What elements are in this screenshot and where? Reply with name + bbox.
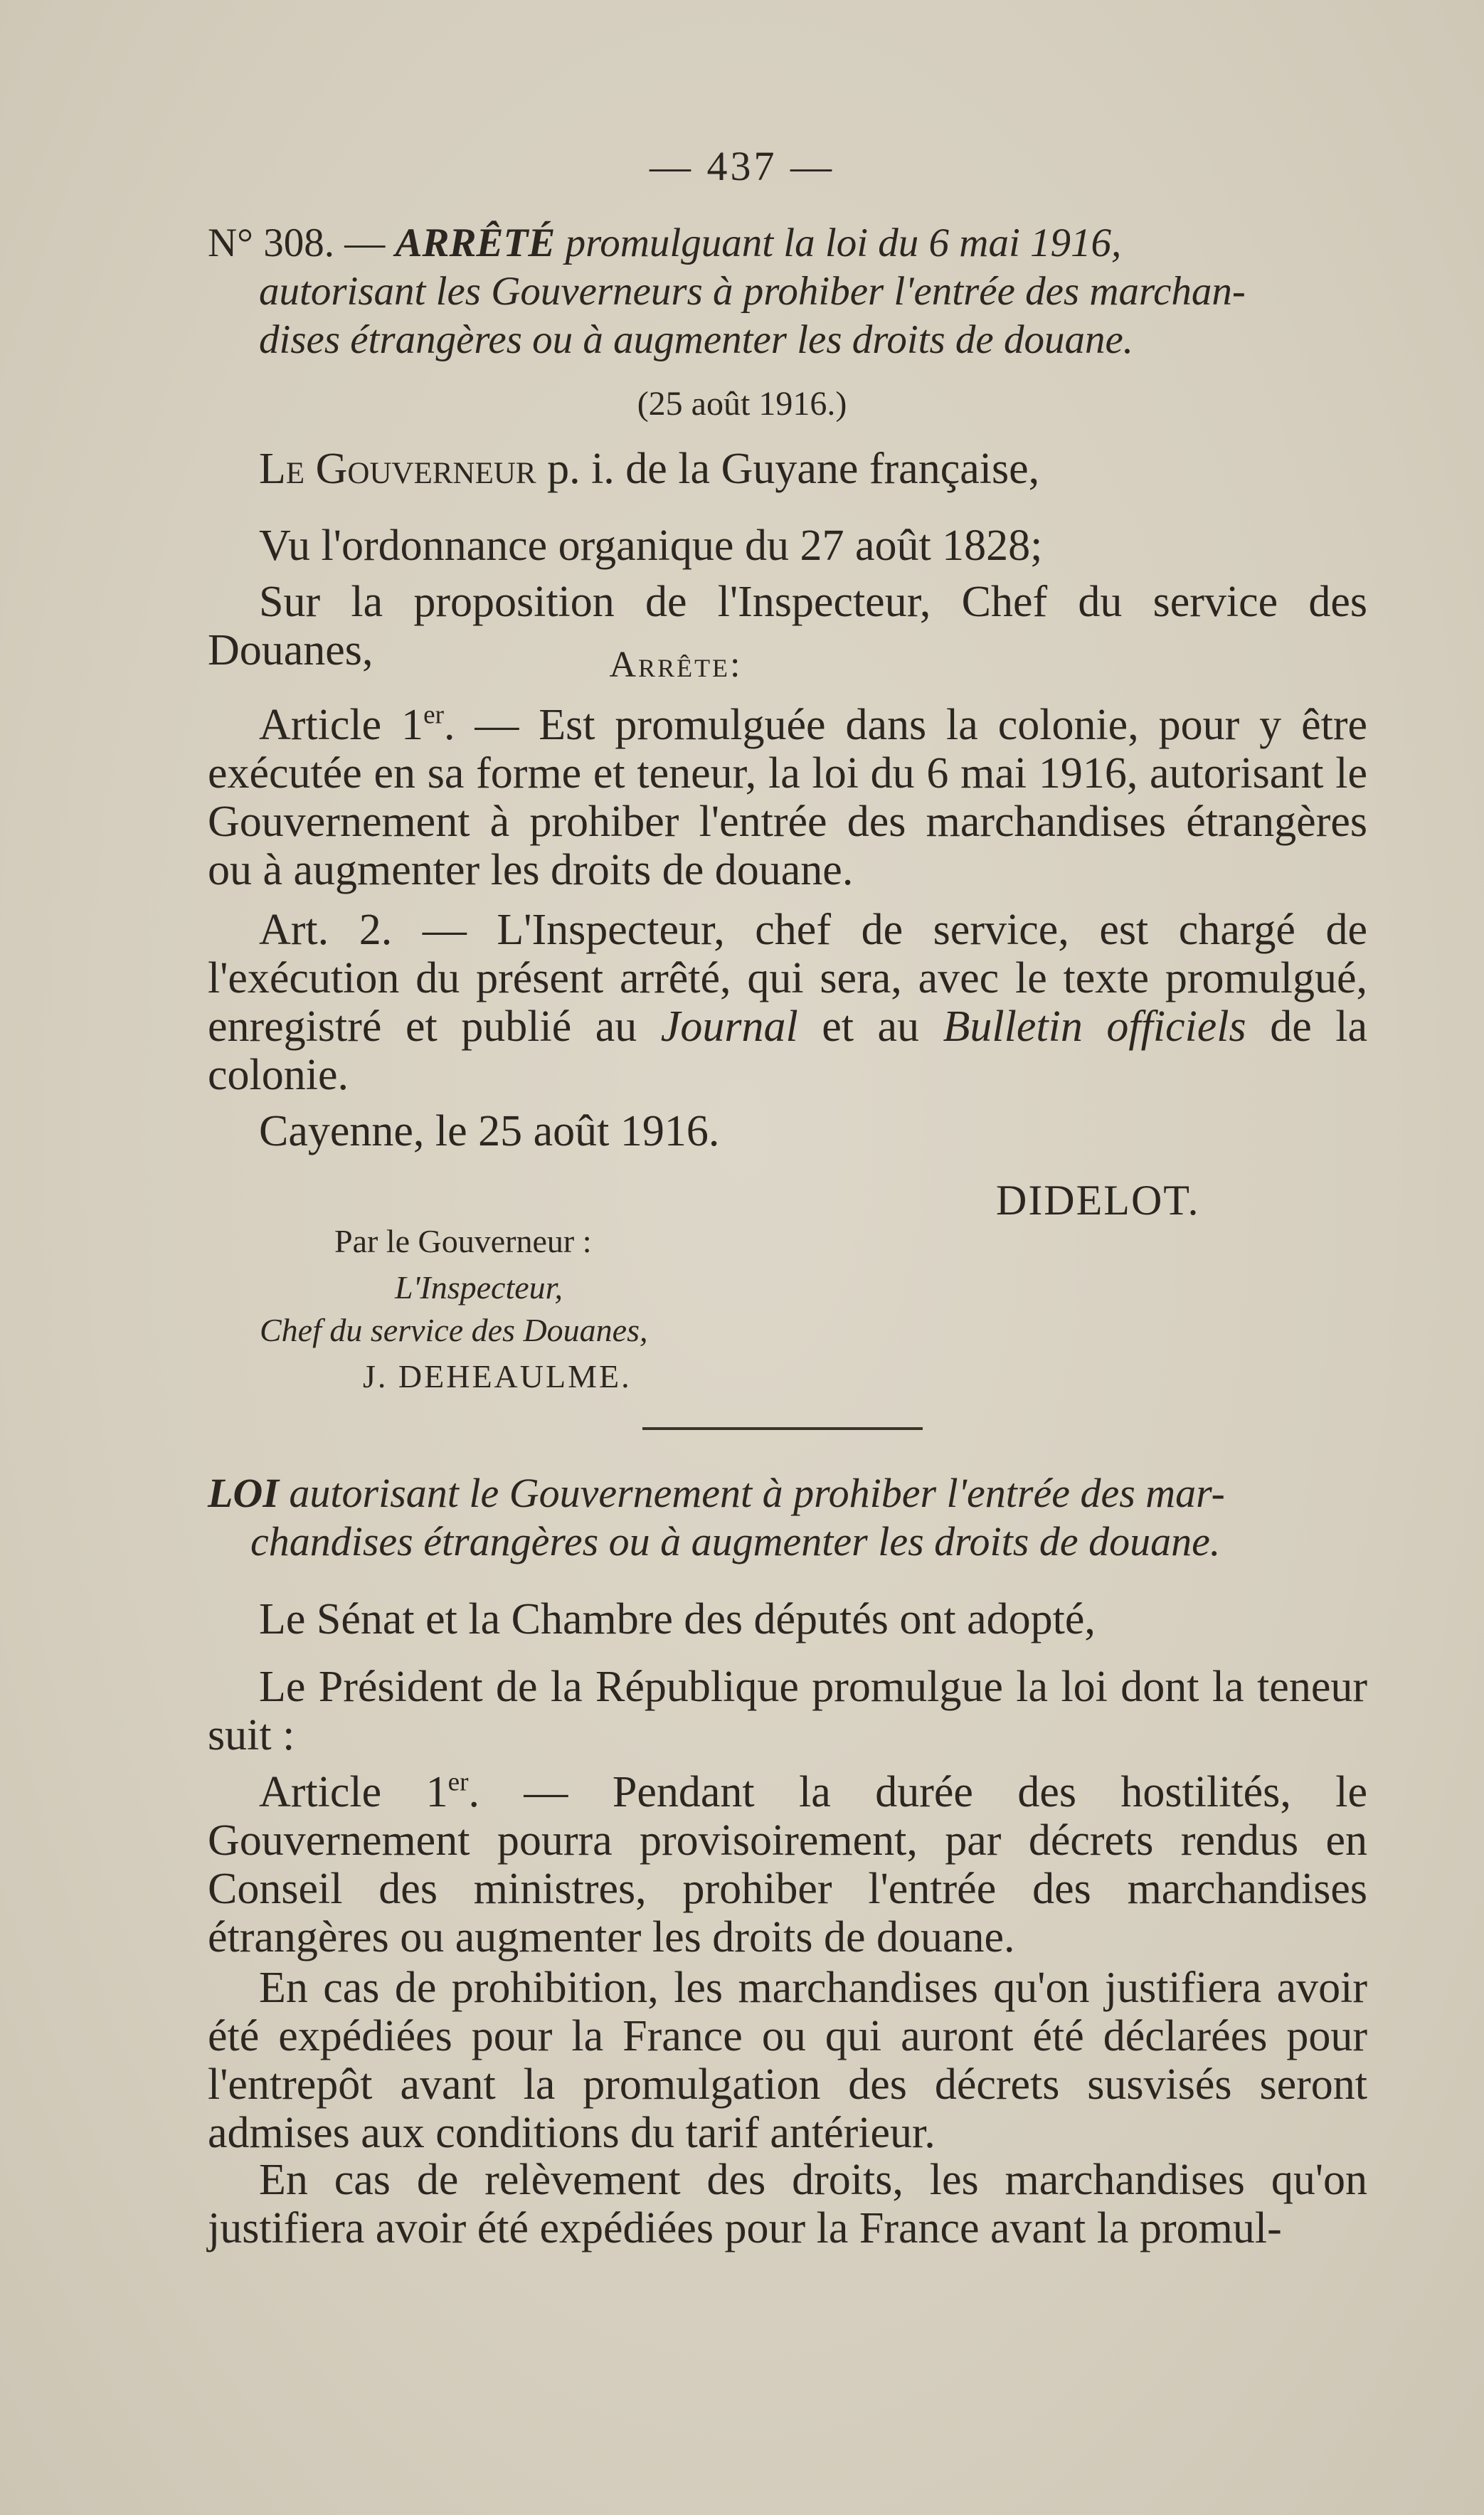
decree-article-1 <box>208 701 1367 894</box>
governor-line <box>208 445 1367 493</box>
page-number: — 437 — <box>650 143 834 189</box>
law-article-1-lead: Article 1 <box>259 1768 448 1816</box>
article-2-text-a: Art. 2. — L'Inspecteur, chef de service, est chargé de l'exécution du présent arrêté, qui sera, avec le texte promulgué, enregistré et publié au <box>208 906 1367 1051</box>
decree-title-line1: promulguant la loi du 6 mai 1916, <box>565 221 1122 265</box>
sur-line: Sur la proposition de l'Inspecteur, Chef du service des Douanes, <box>208 578 1367 674</box>
chef-line: Chef du service des Douanes, <box>260 1312 648 1348</box>
law-title-line2: chandises étrangères ou à augmenter les droits de douane. <box>250 1518 1221 1564</box>
article-1-text: . — Est promulguée dans la colonie, pour y être exécutée en sa forme et teneur, la loi du 6 mai 1916, autorisant le Gouvernement à prohiber l'entrée des marchandises étrangères ou à augmenter les droits de douane. <box>208 701 1368 894</box>
article-2-text-b: et au <box>797 1002 943 1051</box>
par-le-gouverneur: Par le Gouverneur : <box>334 1223 592 1259</box>
decree-title <box>208 219 1367 364</box>
bulletin-ref: Bulletin officiels <box>943 1002 1246 1051</box>
governor-rest: p. i. de la Guyane française, <box>536 445 1040 493</box>
arrete-heading: Arrête: <box>609 645 743 685</box>
decree-article-2 <box>208 906 1367 1099</box>
article-1-sup: er <box>423 700 444 730</box>
section-divider <box>642 1427 923 1430</box>
vu-line: Vu l'ordonnance organique du 27 août 1828; <box>259 521 1043 570</box>
governor-title: Le Gouverneur <box>259 445 536 493</box>
decree-title-line3: dises étrangères ou à augmenter les droits de douane. <box>259 317 1134 362</box>
article-1-lead: Article 1 <box>259 701 424 749</box>
inspecteur-line: L'Inspecteur, <box>395 1269 563 1306</box>
law-title-line1: autorisant le Gouvernement à prohiber l'entrée des mar- <box>278 1470 1225 1516</box>
president-line: Le Président de la République promulgue la loi dont la teneur suit : <box>208 1663 1367 1759</box>
law-title-keyword: LOI <box>208 1470 279 1516</box>
law-article-1-text: . — Pendant la durée des hostilités, le Gouvernement pourra provisoirement, par décrets rendus en Conseil des ministres, prohiber l'entrée des marchandises étrangères ou augmenter les droits de douane. <box>208 1768 1367 1961</box>
law-article-1 <box>208 1768 1367 1961</box>
place-date: Cayenne, le 25 août 1916. <box>259 1107 720 1155</box>
relevement-paragraph: En cas de relèvement des droits, les marchandises qu'on justifiera avoir été expédiées pour la France avant la promul- <box>208 2156 1367 2252</box>
senat-line: Le Sénat et la Chambre des députés ont adopté, <box>259 1595 1096 1643</box>
law-article-1-sup: er <box>447 1767 469 1797</box>
law-title <box>208 1469 1367 1566</box>
decree-title-keyword: ARRÊTÉ <box>395 221 556 265</box>
decree-date: (25 août 1916.) <box>637 385 847 423</box>
decree-number: N° 308. — <box>208 221 386 265</box>
signature-didelot: DIDELOT. <box>996 1177 1200 1224</box>
journal-ref: Journal <box>660 1002 798 1051</box>
deheaulme-signature: J. DEHEAULME. <box>363 1358 632 1394</box>
decree-title-line2: autorisant les Gouverneurs à prohiber l'entrée des marchan- <box>259 269 1246 314</box>
article-2-text-c: de la colonie. <box>208 1002 1368 1099</box>
prohibition-paragraph: En cas de prohibition, les marchandises qu'on justifiera avoir été expédiées pour la France ou qui auront été déclarées pour l'entrepôt avant la promulgation des décrets susvisés seront admises aux conditions du tarif antérieur. <box>208 1964 1367 2157</box>
